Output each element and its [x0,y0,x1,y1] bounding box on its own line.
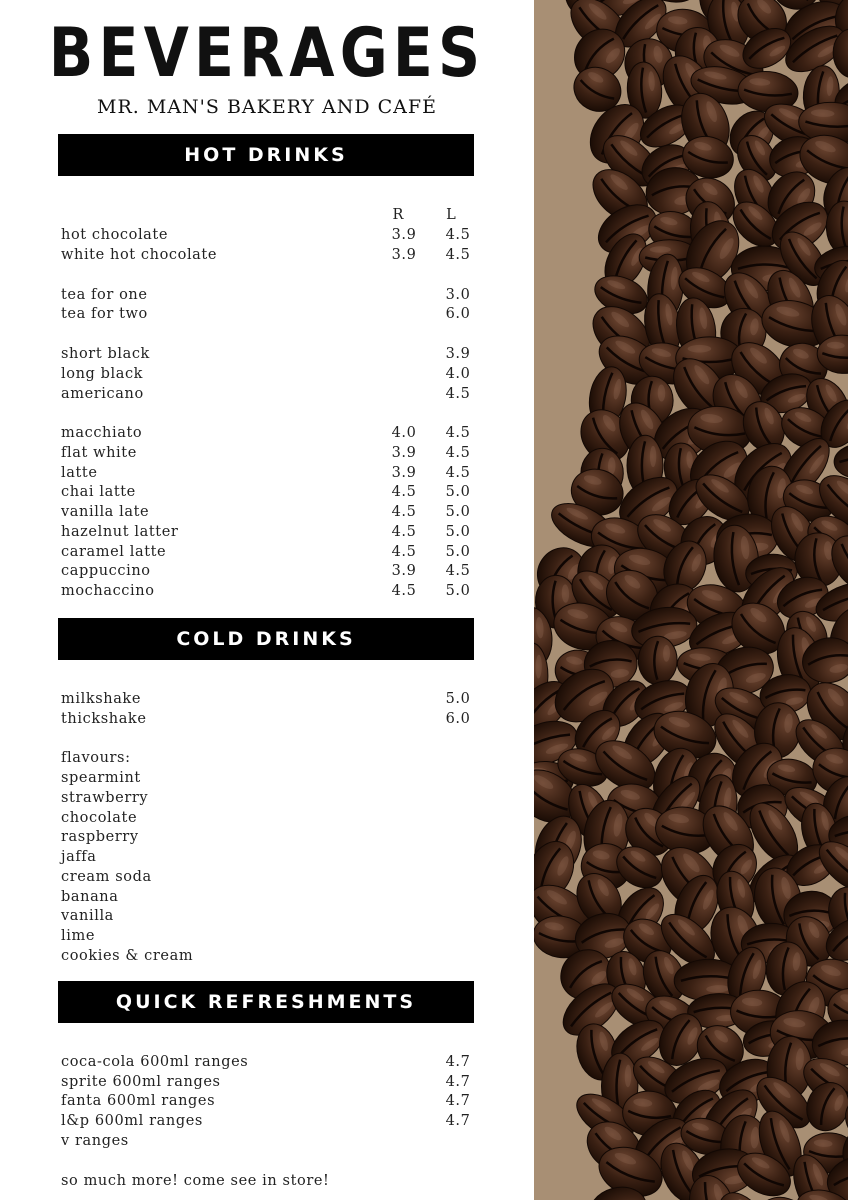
regular-price: 3.9 [391,445,417,461]
hot-drinks-heading: HOT DRINKS [58,134,474,176]
item-name: latte [61,465,98,481]
menu-item-row [61,1111,481,1131]
large-price: 3.9 [445,346,471,362]
large-price: 4.5 [445,445,471,461]
item-name: chai latte [61,484,136,500]
item-name: vanilla [61,908,114,925]
large-price: 5.0 [445,484,471,500]
flavour-item [61,906,481,926]
cold-drinks-heading: COLD DRINKS [58,618,474,660]
menu-item-row [61,304,481,324]
regular-price: 4.5 [391,484,417,500]
item-name: banana [61,888,119,905]
flavour-item [61,847,481,867]
menu-item-row [61,542,481,562]
menu-item-row [61,364,481,384]
regular-price: 4.5 [391,524,417,540]
menu-item-row [61,225,481,245]
item-name: milkshake [61,691,142,707]
menu-item-row [61,502,481,522]
coffee-bean [638,636,678,685]
large-price: 6.0 [445,711,471,727]
regular-price: 3.9 [391,465,417,481]
item-name: v ranges [61,1133,129,1149]
item-name: white hot chocolate [61,247,218,263]
large-size-header: L [446,207,456,223]
item-name: spearmint [61,770,141,786]
item-name: macchiato [61,425,143,441]
item-name: sprite 600ml ranges [61,1074,221,1090]
size-column-headers [61,205,481,225]
menu-item-row [61,522,481,542]
menu-item-row [61,443,481,463]
item-name: cream soda [61,868,152,885]
item-name: hot chocolate [61,227,169,243]
menu-item-row [61,285,481,305]
item-name: raspberry [61,829,139,846]
menu-item-row [61,463,481,483]
large-price: 5.0 [445,691,471,707]
menu-item-row [61,561,481,581]
item-name: thickshake [61,711,147,727]
item-name: jaffa [61,849,97,865]
menu-item-row [61,482,481,502]
coffee-beans-image [534,0,848,1200]
regular-price: 3.9 [391,247,417,263]
flavour-item [61,768,481,788]
large-price: 4.5 [445,425,471,441]
large-price: 4.7 [445,1054,471,1070]
large-price: 4.5 [445,465,471,481]
coffee-beans-illustration [534,0,848,1200]
large-price: 4.5 [445,386,471,402]
flavour-item [61,827,481,847]
item-name: cappuccino [61,563,151,579]
menu-item-row [61,689,481,709]
item-name: chocolate [61,809,138,826]
regular-price: 4.5 [391,504,417,520]
large-price: 5.0 [445,583,471,599]
page-title: BEVERAGES [48,14,486,93]
page-subtitle: MR. MAN'S BAKERY AND CAFÉ [97,96,437,118]
item-name: short black [61,346,150,362]
large-price: 4.0 [445,366,471,382]
menu-item-row [61,344,481,364]
flavour-item [61,946,481,966]
large-price: 4.5 [445,563,471,579]
menu-item-row [61,1072,481,1092]
item-name: strawberry [61,789,149,806]
flavour-item [61,867,481,887]
flavour-item [61,808,481,828]
menu-item-row [61,1052,481,1072]
menu-item-row [61,1091,481,1111]
menu-item-row [61,423,481,443]
item-name: fanta 600ml ranges [61,1093,216,1109]
flavour-item [61,926,481,946]
item-name: cookies & cream [61,947,194,964]
item-name: lime [61,928,96,944]
menu-item-row [61,1131,481,1151]
item-name: vanilla late [61,504,150,520]
regular-price: 4.5 [391,583,417,599]
large-price: 4.5 [445,227,471,243]
large-price: 5.0 [445,544,471,560]
item-name: hazelnut latter [61,524,179,540]
flavour-item [61,788,481,808]
menu-item-row [61,384,481,404]
large-price: 4.7 [445,1113,471,1129]
flavour-item [61,887,481,907]
regular-price: 3.9 [391,227,417,243]
quick-refreshments-heading: QUICK REFRESHMENTS [58,981,474,1023]
item-name: l&p 600ml ranges [61,1113,203,1129]
menu-item-row [61,581,481,601]
item-name: tea for two [61,306,148,322]
large-price: 4.7 [445,1093,471,1109]
large-price: 5.0 [445,504,471,520]
large-price: 6.0 [445,306,471,322]
item-name: tea for one [61,287,148,303]
item-name: long black [61,366,144,382]
regular-price: 4.5 [391,544,417,560]
item-name: so much more! come see in store! [61,1173,330,1189]
large-price: 4.7 [445,1074,471,1090]
flavours-label [61,748,481,768]
menu-item-row [61,709,481,729]
large-price: 5.0 [445,524,471,540]
regular-price: 3.9 [391,563,417,579]
footer-note [61,1171,481,1191]
item-name: flat white [61,445,137,461]
large-price: 3.0 [445,287,471,303]
large-price: 4.5 [445,247,471,263]
menu-item-row [61,245,481,265]
item-name: flavours: [61,750,131,766]
regular-price: 4.0 [391,425,417,441]
item-name: caramel latte [61,544,167,560]
regular-size-header: R [392,207,404,223]
item-name: coca-cola 600ml ranges [61,1054,249,1070]
item-name: americano [61,386,144,402]
item-name: mochaccino [61,583,155,599]
